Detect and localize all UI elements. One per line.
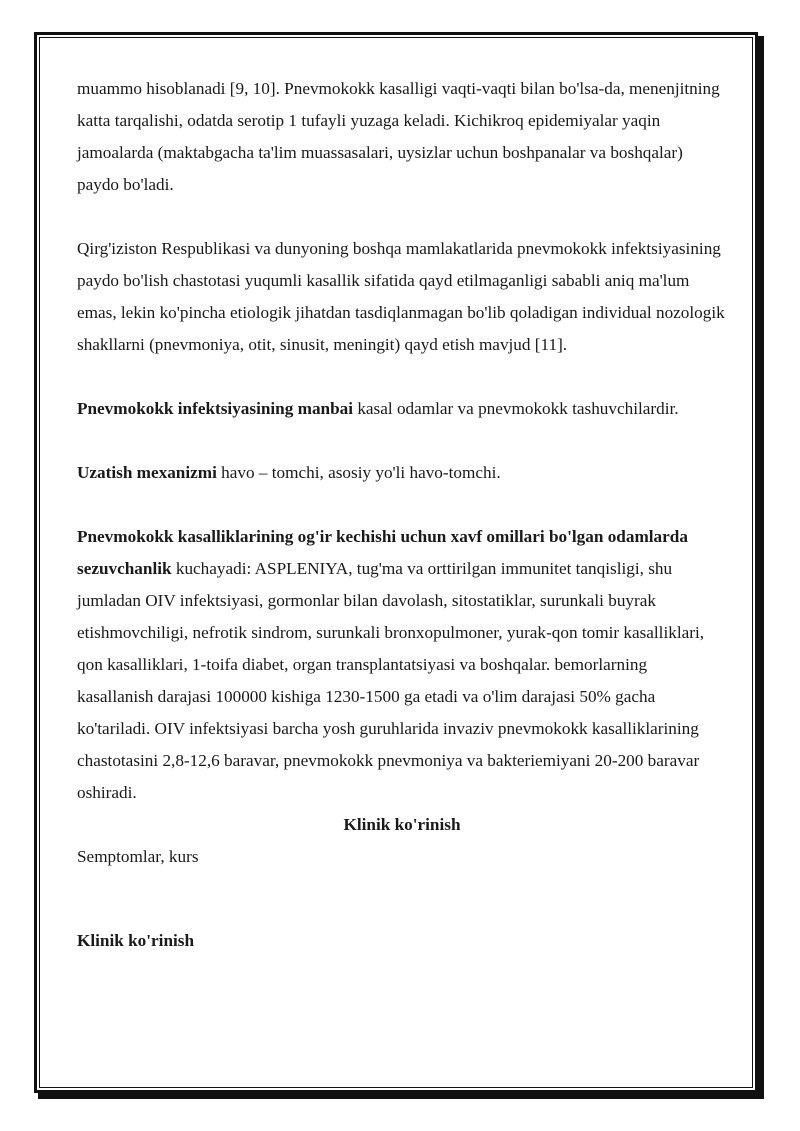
section-heading-bottom-text: Klinik ko'rinish [77,931,195,950]
paragraph-source-bold: Pnevmokokk infektsiyasining manbai [77,399,354,418]
paragraph-risk-factors-text: kuchayadi: ASPLENIYA, tug'ma va orttirilgan immunitet tanqisligi, shu jumladan OIV infektsiyasi, gormonlar bilan davolash, sitostatiklar, surunkali buyrak etishmovchiligi, nefrotik sindrom, surunkali bronxopulmoner, yurak-qon tomir kasalliklari, qon kasalliklari, 1-toifa diabet, organ transplantatsiyasi va boshqalar. bemorlarning kasallanish darajasi 100000 kishiga 1230-1500 ga etadi va o'lim darajasi 50% gacha ko'tariladi. OIV infektsiyasi barcha yosh guruhlarida invaziv pnevmokokk kasalliklarining chastotasini 2,8-12,6 baravar, pnevmokokk pnevmoniya va bakteriemiyani 20-200 baravar oshiradi. [77,559,705,802]
section-subline: Semptomlar, kurs [77,847,199,866]
paragraph-source [77,393,727,425]
paragraph-intro: muammo hisoblanadi [9, 10]. Pnevmokokk kasalligi vaqti-vaqti bilan bo'lsa-da, menenjitning katta tarqalishi, odatda serotip 1 tufayli yuzaga keladi. Kichikroq epidemiyalar yaqin jamoalarda (maktabgacha ta'lim muassasalari, uysizlar uchun boshpanalar va boshqalar) paydo bo'ladi. [77,79,720,194]
paragraph-transmission-bold: Uzatish mexanizmi [77,463,217,482]
page-border-shadow-bottom [38,1093,764,1099]
paragraph-transmission-text: havo – tomchi, asosiy yo'li havo-tomchi. [216,463,501,482]
document-body [77,73,727,957]
paragraph-risk-factors [77,521,727,809]
paragraph-source-text: kasal odamlar va pnevmokokk tashuvchilardir. [353,399,679,418]
section-heading-bottom [77,925,727,957]
paragraph-risk-factors-bold: Pnevmokokk kasalliklarining og'ir kechishi uchun xavf omillari bo'lgan odamlarda sezuvchanlik [77,527,688,578]
section-heading-centered: Klinik ko'rinish [343,815,461,834]
paragraph-transmission [77,457,727,489]
paragraph-kyrgyzstan: Qirg'iziston Respublikasi va dunyoning boshqa mamlakatlarida pnevmokokk infektsiyasining paydo bo'lish chastotasi yuqumli kasallik sifatida qayd etilmaganligi sababli aniq ma'lum emas, lekin ko'pincha etiologik jihatdan tasdiqlanmagan bo'lib qoladigan individual nozologik shakllarni (pnevmoniya, otit, sinusit, meningit) qayd etish mavjud [11]. [77,239,725,354]
page-border-shadow-right [758,36,764,1097]
